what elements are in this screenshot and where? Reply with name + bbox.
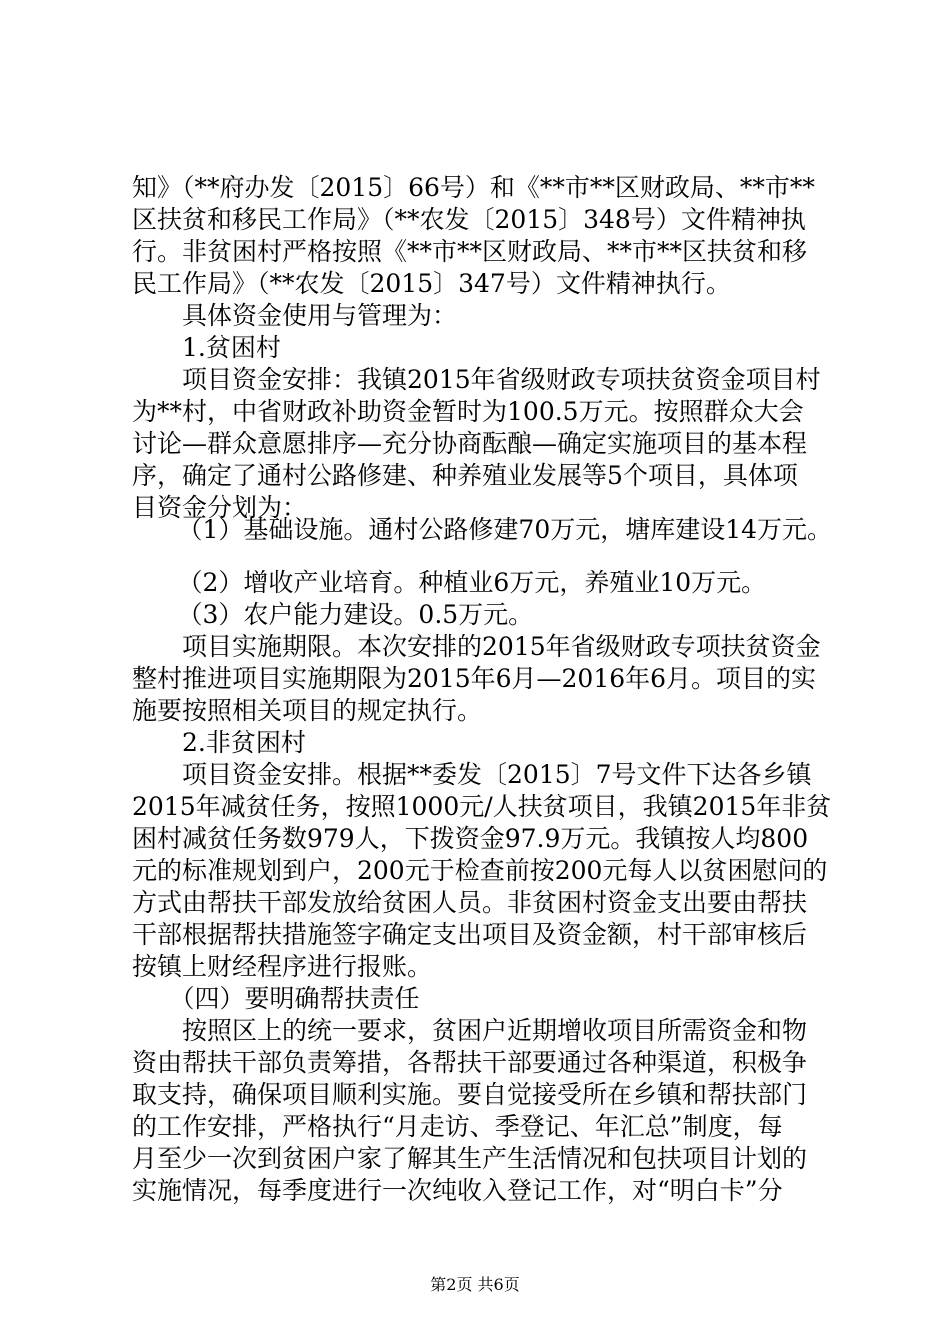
section-heading: 1.贫困村 xyxy=(132,333,281,362)
section-heading: 2.非贫困村 xyxy=(132,728,306,757)
page-footer: 第2页 共6页 xyxy=(430,1275,520,1294)
text-line: 的工作安排，严格执行“月走访、季登记、年汇总”制度，每 xyxy=(132,1112,783,1141)
text-line: 目资金分划为： xyxy=(132,493,308,522)
section-heading: （四）要明确帮扶责任 xyxy=(132,984,420,1013)
list-item: （3）农户能力建设。0.5万元。 xyxy=(140,600,534,629)
text-line: 为**村，中省财政补助资金暂时为100.5万元。按照群众大会 xyxy=(132,397,804,426)
text-line: 困村减贫任务数979人，下拨资金97.9万元。我镇按人均800 xyxy=(132,824,809,853)
text-line: 资由帮扶干部负责筹措，各帮扶干部要通过各种渠道，积极争 xyxy=(132,1048,808,1077)
text-line: 讨论—群众意愿排序—充分协商酝酿—确定实施项目的基本程 xyxy=(132,429,808,458)
text-line: 民工作局》（**农发〔2015〕347号）文件精神执行。 xyxy=(132,269,731,298)
text-line: 方式由帮扶干部发放给贫困人员。非贫困村资金支出要由帮扶 xyxy=(132,888,808,917)
text-line: 项目资金安排。根据**委发〔2015〕7号文件下达各乡镇 xyxy=(132,760,812,789)
text-line: 2015年减贫任务，按照1000元/人扶贫项目，我镇2015年非贫 xyxy=(132,792,832,821)
text-line: 知》（**府办发〔2015〕66号）和《**市**区财政局、**市** xyxy=(132,173,815,202)
text-line: 元的标准规划到户，200元于检查前按200元每人以贫困慰问的 xyxy=(132,856,828,885)
text-line: 实施情况，每季度进行一次纯收入登记工作，对“明白卡”分 xyxy=(132,1176,783,1205)
text-line: 按镇上财经程序进行报账。 xyxy=(132,952,433,981)
text-line: 项目实施期限。本次安排的2015年省级财政专项扶贫资金 xyxy=(132,632,821,661)
text-line: 取支持，确保项目顺利实施。要自觉接受所在乡镇和帮扶部门 xyxy=(132,1080,808,1109)
text-line: 区扶贫和移民工作局》（**农发〔2015〕348号）文件精神执 xyxy=(132,205,806,234)
list-item: （2）增收产业培育。种植业6万元，养殖业10万元。 xyxy=(140,568,767,597)
text-line: 施要按照相关项目的规定执行。 xyxy=(132,696,483,725)
text-line: 序，确定了通村公路修建、种养殖业发展等5个项目，具体项 xyxy=(132,461,798,490)
text-line: 干部根据帮扶措施签字确定支出项目及资金额，村干部审核后 xyxy=(132,920,808,949)
text-line: 具体资金使用与管理为： xyxy=(132,301,458,330)
list-item: （1）基础设施。通村公路修建70万元，塘库建设14万元。 xyxy=(140,515,833,544)
text-line: 按照区上的统一要求，贫困户近期增收项目所需资金和物 xyxy=(132,1016,808,1045)
text-line: 月至少一次到贫困户家了解其生产生活情况和包扶项目计划的 xyxy=(132,1144,808,1173)
text-line: 整村推进项目实施期限为2015年6月—2016年6月。项目的实 xyxy=(132,664,817,693)
text-line: 项目资金安排：我镇2015年省级财政专项扶贫资金项目村 xyxy=(132,365,821,394)
text-line: 行。非贫困村严格按照《**市**区财政局、**市**区扶贫和移 xyxy=(132,237,808,266)
